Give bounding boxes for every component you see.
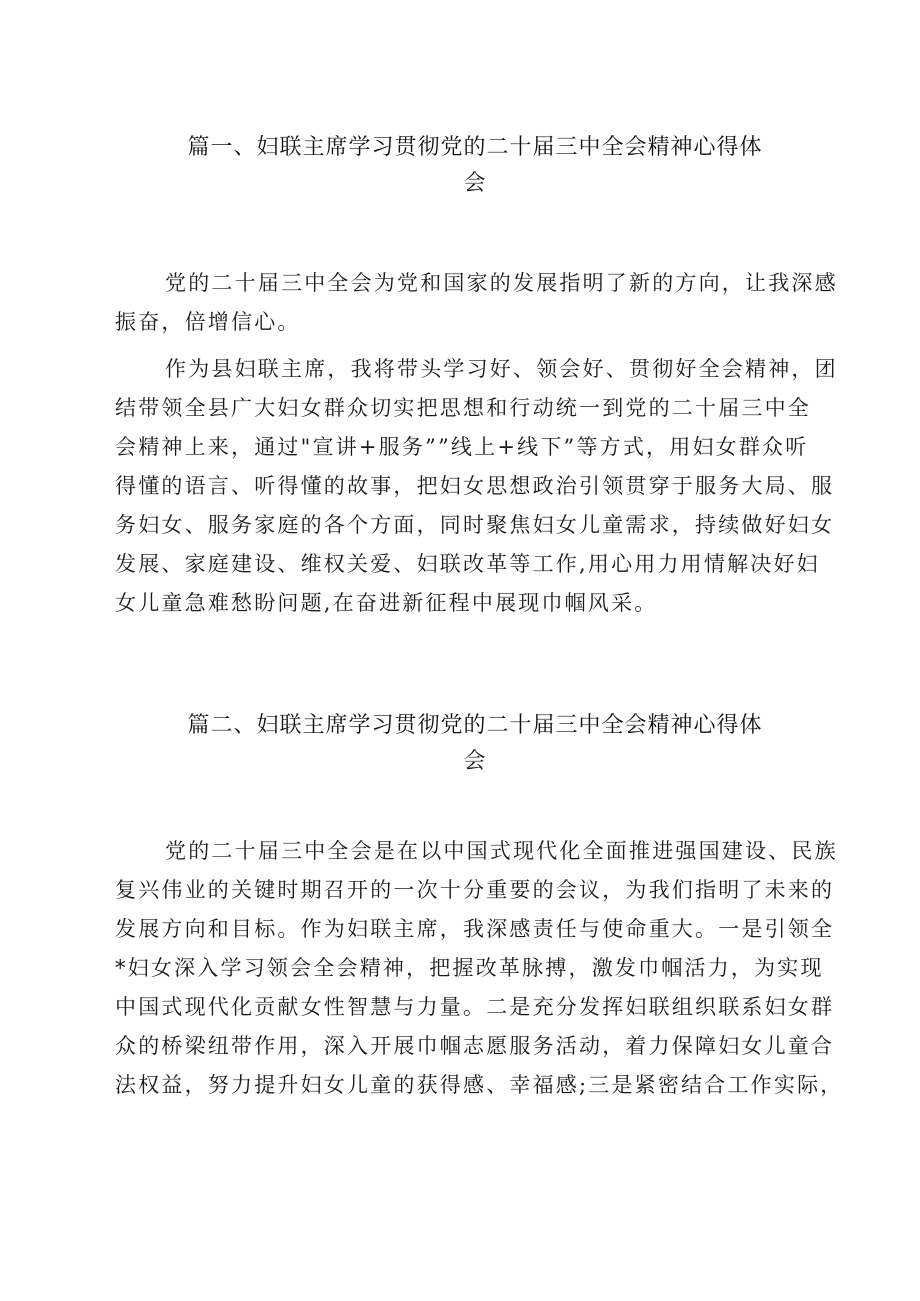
heading-line: 会	[463, 171, 487, 196]
paragraph-line: 结带领全县广大妇女群众切实把思想和行动统一到党的二十届三中全	[115, 396, 811, 420]
paragraph-line: 党的二十届三中全会为党和国家的发展指明了新的方向，让我深感	[165, 271, 838, 295]
paragraph-line: 务妇女、服务家庭的各个方面，同时聚焦妇女儿童需求，持续做好妇女	[115, 513, 835, 537]
paragraph-line: 作为县妇联主席，我将带头学习好、领会好、贯彻好全会精神，团	[165, 357, 838, 381]
paragraph-line: 众的桥梁纽带作用，深入开展巾帼志愿服务活动，着力保障妇女儿童合	[115, 1034, 835, 1058]
section-2-heading	[120, 708, 830, 780]
section-1-paragraph-1	[115, 264, 838, 342]
paragraph-line: 法权益，努力提升妇女儿童的获得感、幸福感;三是紧密结合工作实际，	[115, 1073, 844, 1097]
section-1-paragraph-2	[115, 350, 838, 623]
paragraph-line: 得懂的语言、听得懂的故事，把妇女思想政治引领贯穿于服务大局、服	[115, 474, 835, 498]
section-2-paragraph-1	[115, 832, 844, 1105]
heading-line: 篇一、妇联主席学习贯彻党的二十届三中全会精神心得体	[187, 135, 763, 160]
paragraph-line: 党的二十届三中全会是在以中国式现代化全面推进强国建设、民族	[165, 839, 838, 863]
section-1-heading	[120, 130, 830, 202]
paragraph-line: 复兴伟业的关键时期召开的一次十分重要的会议，为我们指明了未来的	[115, 878, 835, 902]
paragraph-line: *妇女深入学习领会全会精神，把握改革脉搏，激发巾帼活力，为实现	[115, 956, 824, 980]
heading-line: 会	[463, 749, 487, 774]
paragraph-line: 中国式现代化贡献女性智慧与力量。二是充分发挥妇联组织联系妇女群	[115, 995, 835, 1019]
paragraph-line: 发展方向和目标。作为妇联主席，我深感责任与使命重大。一是引领全	[115, 917, 835, 941]
paragraph-line: 振奋，倍增信心。	[115, 310, 301, 334]
heading-line: 篇二、妇联主席学习贯彻党的二十届三中全会精神心得体	[187, 713, 763, 738]
paragraph-line: 发展、家庭建设、维权关爱、妇联改革等工作,用心用力用情解决好妇	[115, 552, 820, 576]
paragraph-line: 会精神上来，通过"宣讲+服务””线上+线下”等方式，用妇女群众听	[115, 435, 809, 459]
paragraph-line: 女儿童急难愁盼问题,在奋进新征程中展现巾帼风采。	[115, 591, 658, 615]
